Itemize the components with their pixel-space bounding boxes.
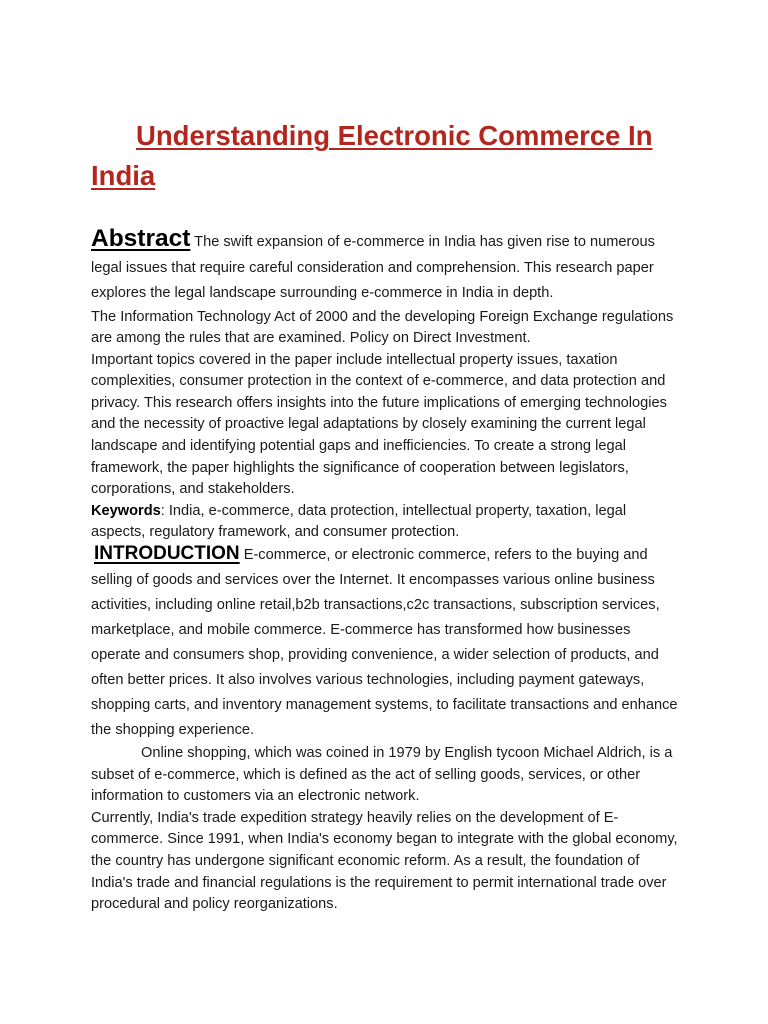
introduction-paragraph-3: Currently, India's trade expedition strategy heavily relies on the development of E-commerce. Since 1991, when India's economy began to integrate with the global economy, the country has undergone significant economic reform. As a result, the foundation of India's trade and financial regulations is the requirement to permit international trade over procedural and policy reorganizations. bbox=[91, 809, 678, 913]
keywords-label: Keywords bbox=[91, 502, 161, 519]
abstract-paragraph-3: Important topics covered in the paper include intellectual property issues, taxation complexities, consumer protection in the context of e-commerce, and data protection and privacy. This research offers insights into the future implications of emerging technologies and the necessity of proactive legal adaptations by closely examining the current legal landscape and identifying potential gaps and inefficiencies. To create a strong legal framework, the paper highlights the significance of cooperation between legislators, corporations, and stakeholders. bbox=[91, 351, 667, 498]
abstract-paragraph-2: The Information Technology Act of 2000 and the developing Foreign Exchange regulations are among the rules that are examined. Policy on Direct Investment. bbox=[91, 308, 674, 347]
introduction-paragraph bbox=[91, 541, 681, 743]
keywords-text: : India, e-commerce, data protection, intellectual property, taxation, legal aspects, regulatory framework, and consumer protection. bbox=[91, 502, 627, 541]
introduction-lead-text: E-commerce, or electronic commerce, refers to the buying and selling of goods and services over the Internet. It encompasses various online business activities, including online retail,b2b transactions,c2c transactions, subscription services, marketplace, and mobile commerce. E-commerce has transformed how businesses operate and consumers shop, providing convenience, a wider selection of products, and often better prices. It also involves various technologies, including payment gateways, shopping carts, and inventory management systems, to facilitate transactions and enhance the shopping experience. bbox=[91, 547, 678, 738]
abstract-paragraph bbox=[91, 226, 681, 307]
abstract-heading: Abstract bbox=[91, 225, 191, 252]
introduction-heading: INTRODUCTION bbox=[94, 543, 240, 564]
abstract-lead-text: The swift expansion of e-commerce in India has given rise to numerous legal issues that require careful consideration and comprehension. This research paper explores the legal landscape surrounding e-commerce in India in depth. bbox=[91, 234, 655, 301]
introduction-paragraph-2: Online shopping, which was coined in 1979 by English tycoon Michael Aldrich, is a subset of e-commerce, which is defined as the act of selling goods, services, or other information to customers via an electronic network. bbox=[91, 745, 673, 805]
abstract-section bbox=[91, 226, 681, 544]
keywords-paragraph bbox=[91, 501, 681, 544]
document-title: Understanding Electronic Commerce In India bbox=[91, 120, 653, 191]
introduction-section bbox=[91, 541, 681, 916]
